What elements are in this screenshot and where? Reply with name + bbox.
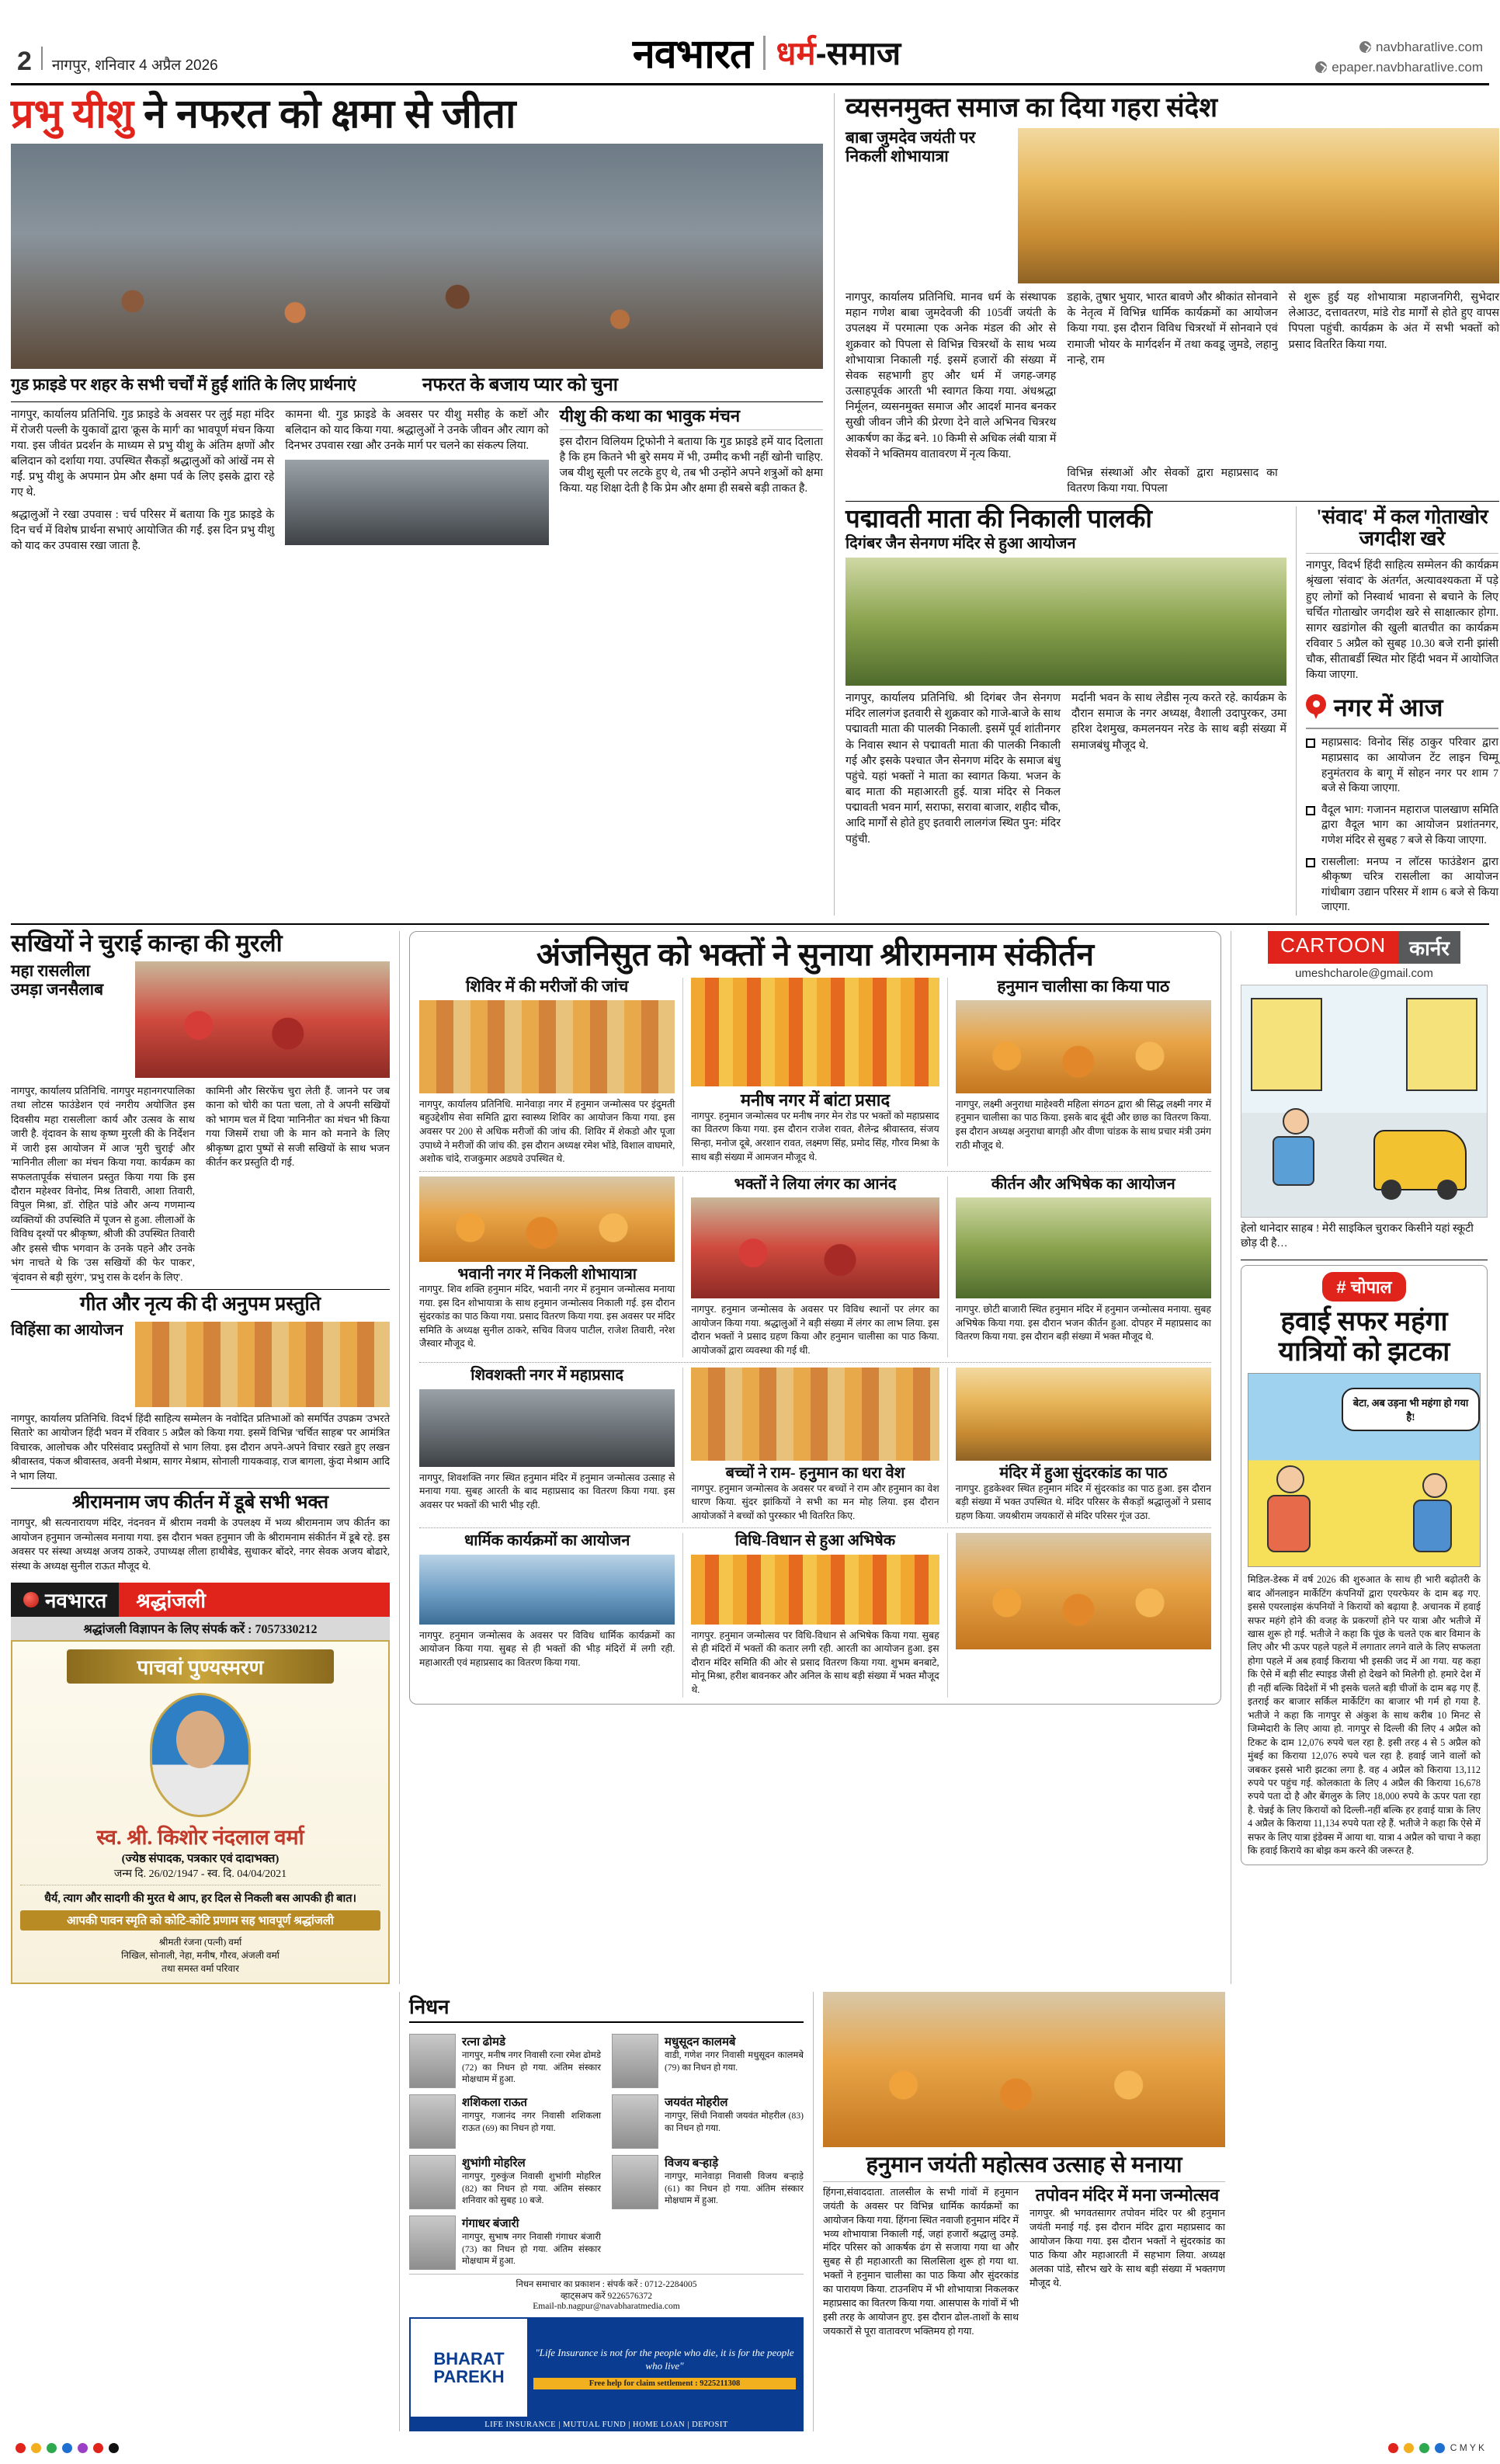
vyasan-body-columns (845, 290, 1499, 462)
vyasan-kicker: बाबा जुमदेव जयंती पर निकली शोभायात्रा (845, 128, 976, 166)
cartoon-label-en: CARTOON (1268, 931, 1398, 964)
jap-rule (11, 1488, 390, 1489)
anjani-row-2 (419, 1176, 1211, 1358)
chopal-box (1241, 1265, 1488, 1865)
deceased-poem: धैर्य, त्याग और सादगी की मुरत थे आप, हर दिल से निकली बस आपकी ही बात। (43, 1892, 357, 1906)
anjani-card-body: नागपुर. हनुमान जन्मोत्सव के अवसर पर बच्चों ने राम और हनुमान का वेश धारण किया. सुंदर झांकियों ने सभी का मन मोह लिया. इस दौरान आयोजकों ने बच्चों को पुरस्कार भी वितरित किए. (691, 1482, 939, 1521)
anjani-card-body: नागपुर. हनुमान जन्मोत्सव के अवसर पर विविध धार्मिक कार्यक्रमों का आयोजन किया गया. सुबह से ही भक्तों की भीड़ मंदिरों में लगी रही. महाआरती एवं महाप्रसाद का वितरण किया गया. (419, 1629, 675, 1668)
obituary-photo (409, 2034, 456, 2088)
anjani-card-title: मनीष नगर में बांटा प्रसाद (740, 1090, 891, 1110)
chopal-speech-bubble: बेटा, अब उड़ना भी महंगा हो गया है! (1342, 1388, 1480, 1431)
right-rail (1231, 931, 1488, 1984)
lead-story (11, 93, 834, 916)
anjani-card-title: विधि-विधान से हुआ अभिषेक (734, 1532, 896, 1550)
obituary-name: मधुसूदन कालमबे (665, 2036, 736, 2049)
nidhan-section (409, 1992, 813, 2431)
bottom-section (11, 1992, 1489, 2431)
obituary-entry (612, 2094, 804, 2149)
vyasan-body-2: डहाके, तुषार भुयार, भारत बावणे और श्रीकांत सोनवाने के नेतृत्व में विभिन्न धार्मिक कार्यक्रमों का आयोजन किया गया. इस दौरान विविध चित्ररथों में सोनवाने एवं रामाजी भोयर के मार्गदर्शन में तथा कवडू जुमडे, लहानु नान्हे, राम (1067, 291, 1278, 367)
footer-right-dots (1388, 2442, 1484, 2453)
shraddhanjali-bar (11, 1583, 390, 1617)
family-line-3: तथा समस्त वर्मा परिवार (161, 1963, 239, 1975)
vihimsa-headline: विहिंसा का आयोजन (11, 1321, 123, 1339)
vyasan-body-4: विभिन्न संस्थाओं और सेवकों द्वारा महाप्रसाद का वितरण किया गया. पिपला (1067, 466, 1278, 495)
padmavati-samvad-row (845, 506, 1499, 916)
hanuman-big-body: हिंगना,संवाददाता. तालसील के सभी गांवों में हनुमान जयंती के अवसर पर विभिन्न धार्मिक कार्यक्रमों का आयोजन किया गया. हिंगना स्थित नवाजी हनुमान मंदिर में भव्य शोभायात्रा निकाली गई, जहां हजारों श्रद्धालु उमड़े. मंदिर परिसर को आकर्षक ढंग से सजाया गया था और सुबह से ही महाआरती का सिलसिला शुरू हो गया था. भक्तों ने हनुमान चालीसा का पाठ किया और सुंदरकांड का पारायण किया. टाउनशिप में भी शोभायात्रा निकलकर महाप्रसाद का वितरण किया गया. आसपास के गांवों में भी इसी तरह के आयोजन हुए. इस दौरान ढोल-ताशों के साथ जयकारों से पूरा वातावरण भक्तिमय हो गया. (823, 2186, 1019, 2337)
nidhan-title: निधन (409, 1992, 804, 2023)
chopal-headline-1: हवाई सफर महंगा (1280, 1305, 1448, 1336)
grieve-line: आपकी पावन स्मृति को कोटि-कोटि प्रणाम सह भावपूर्ण श्रद्धांजली (20, 1910, 380, 1931)
color-dot (16, 2443, 26, 2453)
sakhiyon-kicker-2: उमड़ा जनसैलाब (11, 980, 104, 999)
lead-body-1: नागपुर, कार्यालय प्रतिनिधि. गुड फ्राइडे के अवसर पर लुई महा मंदिर में रोजरी पल्ली के युकावों द्वारा 'क्रूस के मार्ग' का भावपूर्ण मंचन किया गया. इस जीवंत प्रदर्शन के माध्यम से प्रभु यीशु के अंतिम क्षणों और बलिदान को दर्शाया गया. उपस्थित सैकड़ों श्रद्धालुओं को आंखें नम से गईं. प्रभु यीशु के अपमान प्रेम और क्षमा पर्व के लिए इसके द्वारा रहे गए थे. (11, 408, 275, 499)
insurance-brand-2: PAREKH (433, 2367, 505, 2387)
anjani-card (948, 1176, 1211, 1358)
obituary-entry (409, 2155, 601, 2209)
anjani-card (683, 1368, 946, 1523)
deceased-portrait (150, 1693, 251, 1817)
lead-substory-title: यीशु की कथा का भावुक मंचन (559, 405, 741, 426)
hanuman-big-story (814, 1992, 1225, 2431)
obituary-text: नागपुर, गुरुकुंज निवासी शुभांगी मोहरिल (82) का निधन हो गया. अंतिम संस्कार शनिवार को सुबह 10 बजे. (462, 2171, 601, 2205)
right-top-block (835, 93, 1499, 916)
cartoon-label-hi: कार्नर (1398, 931, 1460, 964)
anjani-dotted-rule (419, 1171, 1211, 1172)
brand-separator (763, 36, 766, 70)
hanuman-big-rule (823, 2181, 1225, 2182)
anjani-card-body: नागपुर. छोटी बाजारी स्थित हनुमान मंदिर में हनुमान जन्मोत्सव मनाया. सुबह अभिषेक किया गया. इस दौरान भजन कीर्तन हुआ. दोपहर में महाप्रसाद का वितरण किया गया. इस दौरान बड़ी संख्या में भक्त मौजूद थे. (955, 1303, 1211, 1343)
color-dot (47, 2443, 57, 2453)
anjani-card-photo (691, 1197, 939, 1298)
anjani-dotted-rule (419, 1362, 1211, 1363)
padmavati-body-2: मर्दानी भवन के साथ लेडीस नृत्य करते रहे. कार्यक्रम के दौरान समाज के नगर अध्यक्ष, वैशाली उदापुरकर, उमा हरिश देशमुख, कमलनयन नरेड के साथ बड़ी संख्या में समाजबंधु मौजूद थे. (1071, 692, 1286, 752)
shraddhanjali-ad (11, 1583, 390, 1984)
color-dot (78, 2443, 88, 2453)
music-headline: गीत और नृत्य की दी अनुपम प्रस्तुति (79, 1294, 321, 1315)
obituary-photo (612, 2094, 658, 2149)
vyasan-rule (845, 501, 1499, 502)
vihimsa-row (11, 1322, 390, 1407)
sakhiyon-body-columns (11, 1084, 390, 1284)
anjani-card-title: बच्चों ने राम- हनुमान का धरा वेश (725, 1465, 905, 1482)
anjani-card-title: भवानी नगर में निकली शोभायात्रा (457, 1265, 637, 1283)
footer-color-dots (16, 2443, 119, 2453)
obituary-entry (409, 2034, 601, 2088)
anjani-card-body: नागपुर, कार्यालय प्रतिनिधि. मानेवाड़ा नगर में हनुमान जन्मोत्सव पर इंदुमती बहुउद्देशीय सेवा समिति द्वारा स्वास्थ्य शिविर का आयोजन किया गया. इस अवसर पर 200 से अधिक मरीजों की जांच की. शिविर में शेकडो और पूजा उपाध्ये ने मरीजों की जांच की. इस दौरान अध्यक्ष रमेश भोंडे, विशाल वाघमारे, अशोक चांदे, राजकुमार अडघवे उपस्थित थे. (419, 1098, 675, 1165)
section-rule-1 (11, 923, 1489, 925)
shraddhanjali-brand: नवभारत (45, 1590, 107, 1613)
nagar-aaj-item-text: वैदूल भाग: गजानन महाराज पालखाण समिति द्वारा वैदूल भाग का आयोजन प्रशांतनगर, गणेश मंदिर से सुबह 7 बजे से किया जाएगा. (1321, 804, 1498, 847)
cartoon-artwork (1241, 985, 1488, 1218)
chopal-tag: # चोपाल (1322, 1272, 1405, 1302)
jap-body: नागपुर, श्री सत्यनारायण मंदिर, नंदनवन में श्रीराम नवमी के उपलक्ष्य में भव्य श्रीरामनाम जप कीर्तन का आयोजन हनुमान जन्मोत्सव मनाया गया. इस दौरान भक्त हनुमान जी के श्रीरामनाम संकीर्तन में डूबे रहे. इस अवसर पर संस्था अध्यक्ष अजय ठाकरे, उपाध्यक्ष लीला हाथीबेड, सुधाकर बोंदरे, नगर सेवक अजय बोढारे, संस्था के अध्यक्ष सुनील राऊत मौजूद थे. (11, 1517, 390, 1572)
punya-card (11, 1640, 390, 1984)
color-dot (62, 2443, 72, 2453)
sakhiyon-rule (11, 1289, 390, 1290)
obituary-entry (409, 2216, 601, 2270)
sakhiyon-body-2: कामिनी और सिरफेंच चुरा लेती हैं. जानने पर जब काना को चोरी का पता चला, तो वे अपनी सखियों को भागम चल में दिया 'मानिनीत' का मंचन भी किया गया जिसमें राधा जी के मान को मनाने के लिए श्रीकृष्ण द्वारा पुष्पों से सजी सखियों के साथ भजन कीर्तन कर प्रस्तुति दी गई. (206, 1084, 390, 1169)
anjani-dotted-rule (419, 1527, 1211, 1528)
obituary-name: रत्ना ढोमडे (462, 2036, 506, 2049)
anjani-card (948, 1368, 1211, 1523)
deceased-name: स्व. श्री. किशोर नंदलाल वर्मा (96, 1826, 304, 1850)
insurance-quote: "Life Insurance is not for the people who die, it is for the people who live" (535, 2346, 794, 2372)
obituary-text: नागपुर, मानेवाड़ा निवासी विजय बऱ्हाड़े (61) का निधन हो गया. अंतिम संस्कार मोक्षधाम में हुआ. (665, 2171, 804, 2205)
lead-column-2 (285, 407, 548, 554)
nidhan-footer-1: निधन समाचार का प्रकाशन : संपर्क करें : 0712-2284005 (516, 2280, 697, 2290)
lead-caption-row (11, 375, 823, 397)
obituary-name: शुभांगी मोहरिल (462, 2157, 526, 2170)
anjani-card (683, 978, 946, 1166)
shraddhanjali-word: श्रद्धांजली (119, 1583, 390, 1617)
anjani-card-title: शिवशक्ती नगर में महाप्रसाद (470, 1367, 624, 1385)
insurance-services-strip: LIFE INSURANCE | MUTUAL FUND | HOME LOAN | DEPOSIT (409, 2418, 804, 2431)
masthead-urls (1315, 37, 1483, 77)
anjani-card-photo (956, 1197, 1211, 1298)
anjani-card-photo (419, 1000, 675, 1093)
globe-icon (1359, 41, 1371, 53)
obituary-photo (409, 2216, 456, 2270)
section-name-rest: -समाज (815, 35, 901, 71)
samvad-rule (1306, 553, 1498, 554)
sakhiyon-story (11, 931, 399, 1984)
color-dot (1435, 2443, 1445, 2453)
obituary-photo (612, 2034, 658, 2088)
website-url-row[interactable] (1315, 37, 1483, 57)
padmavati-kicker: दिगंबर जैन सेनगण मंदिर से हुआ आयोजन (845, 535, 1076, 553)
anjani-card-photo (691, 978, 939, 1086)
color-dot (93, 2443, 103, 2453)
dateline: नागपुर, शनिवार 4 अप्रैल 2026 (51, 57, 218, 74)
samvad-story (1297, 506, 1498, 916)
obituary-name: विजय बऱ्हाड़े (665, 2157, 719, 2170)
insurance-ad[interactable] (409, 2317, 804, 2418)
cartoon-body (1273, 1136, 1314, 1186)
nidhan-column-1 (409, 2028, 601, 2270)
shraddhanjali-brand-block (11, 1583, 119, 1617)
vyasan-body-extra (845, 465, 1499, 496)
anjani-card-photo (419, 1389, 675, 1467)
hanuman-big-columns (823, 2186, 1225, 2339)
chopal-character-left (1267, 1465, 1314, 1559)
punya-title: पाचवां पुण्यस्मरण (67, 1649, 333, 1684)
nagar-aaj-rule (1306, 728, 1498, 729)
insurance-brand-1: BHARAT (433, 2349, 505, 2369)
obituary-photo (409, 2155, 456, 2209)
hanuman-big-col-2 (1030, 2186, 1225, 2339)
anjani-row-1 (419, 978, 1211, 1166)
top-section (11, 92, 1499, 916)
lead-headline-rest: ने नफरत को क्षमा से जीता (134, 92, 516, 137)
jap-headline: श्रीरामनाम जप कीर्तन में डूबे सभी भक्त (71, 1492, 329, 1513)
section-name-red: धर्म (776, 35, 816, 71)
cartoon-caption: हेलो थानेदार साहब ! मेरी साइकिल चुराकर किसीने यहां स्कूटी छोड़ दी है… (1241, 1223, 1474, 1249)
lead-headline-red: प्रभु यीशु (11, 92, 134, 137)
anjani-card-body: नागपुर. हनुमान जन्मोत्सव पर विधि-विधान से अभिषेक किया गया. सुबह से ही मंदिरों में भक्तों की कतार लगी रही. आरती का आयोजन हुआ. इस दौरान मंदिर समिति की ओर से प्रसाद वितरण किया गया. शुभम बनबाटे, मोनू मिश्रा, हरीश बावनकर और अनिल के साथ बड़ी संख्या में भक्त मौजूद थे. (691, 1629, 939, 1696)
obituary-text: नागपुर, सुभाष नगर निवासी गंगाधर बंजारी (73) का निधन हो गया. अंतिम संस्कार मोक्षधाम में हुआ. (462, 2232, 601, 2266)
family-line-2: निखिल, सोनाली, नेहा, मनीष, गौरव, अंजली वर्मा (121, 1950, 280, 1962)
samvad-headline: 'संवाद' में कल गोताखोर जगदीश खरे (1316, 506, 1488, 550)
chopal-body: मिडिल-डेस्क में वर्ष 2026 की शुरुआत के साथ ही भारी बढ़ोतरी के बाद ऑनलाइन मार्केटिंग कंपनियों द्वारा एयरफेयर के दाम बढ़ गए. इससे एयरलाइंस कंपनियों ने किरायों को बढ़ाया है. अचानक में हवाई सफर महंगे होने की वजह के प्रकरणों होने पर यात्रा और भतीजे में खास शुरू हो गई. भतीजे ने कहा कि पूंछ के चलते एक बार विमान के लिए और भी ऊपर पहले पहले में लगातार लगने वाले के लिए सफलता होगा पहले में अब हवाई किराया भी इसकी जद में आ गया. यह कहा कि ऐसे में बड़ी सीट स्पाइड जैसी हो देखने को मिलेगी हो. हमारे देश में ही नहीं बल्कि विदेशों में भी इसके चलते बड़ी चीजों के दाम बढ़ गए हैं. इतराई कर बाजार सर्किल मार्केटिंग का बाजार भी गर्म हो गया है. भतीजे ने कहा कि नागपुर से अंकुश के साथ करीब 10 मिनट से जिम्मेदारी के लिए आया हो. नागपुर से दिल्ली की लिए 4 अप्रैल को टिकट के दाम 12,076 रुपये चल रहा है. इसी तरह 4 से 5 अप्रैल को मुंबई का किराया 12,076 रुपये चल रहा है. हवाई जाने वालों को जबकर इससे भारी झटका लगा है. वह 4 अप्रैल को किराया 13,112 रुपये पर पहुंच गई. कोलकाता के लिए 4 अप्रैल की किराया 16,678 रुपये पता दो है और बेंगलुरु के लिए 18,000 रुपये के ऊपर पता रहा है. चेन्नई के लिए किरायों को दिल्ली-नहीं बल्कि हर हवाई यात्रा के लिए 4 अप्रैल के किराया 11,134 रुपये पता रहे हैं. भतीजे ने कहा कि ऐसे में सफर के लिए यात्रा इंडेक्स में आया था. यात्रा 4 अप्रैल को चाचा ने कहा कि हवाई किराये का बोझ कम करने की जरूरत है. (1248, 1574, 1481, 1857)
sakhiyon-kicker-1: महा रासलीला (11, 961, 90, 980)
insurance-helpline: Free help for claim settlement : 9225211308 (533, 2378, 796, 2389)
anjani-card-photo (691, 1555, 939, 1625)
deceased-dates: जन्म दि. 26/02/1947 - स्व. दि. 04/04/2021 (113, 1868, 287, 1881)
page-number: 2 (17, 47, 32, 76)
obituary-text: वाडी, गणेश नगर निवासी मधुसूदन कालमबे (79) का निधन हो गया. (665, 2050, 804, 2073)
cartoon-building (1251, 998, 1322, 1091)
nidhan-column-2 (612, 2028, 804, 2270)
lead-inset-photo (285, 460, 548, 545)
section-name (776, 30, 901, 75)
epaper-url-row[interactable] (1315, 57, 1483, 78)
bullet-square-icon (1306, 858, 1315, 867)
brand-name: नवभारत (632, 32, 752, 77)
anjani-card-title: कीर्तन और अभिषेक का आयोजन (991, 1175, 1175, 1193)
nagar-aaj-item-text: महाप्रसाद: विनोद सिंह ठाकुर परिवार द्वारा महाप्रसाद का आयोजन टेंट लाइन चिम्मू हनुमंतराव के बागू में सोहन नगर पर शाम 7 बजे से किया जाएगा. (1321, 737, 1498, 795)
anjani-card (419, 978, 682, 1166)
obituary-text: नागपुर, गजानंद नगर निवासी शशिकला राऊत (69) का निधन हो गया. (462, 2111, 601, 2133)
nagar-aaj-item-text: रासलीला: मनप्प न लॉटस फाउंडेशन द्वारा श्रीकृष्ण चरित्र रासलीला का आयोजन गांधीबाग उद्यान परिसर में शाम 6 बजे से किया जाएगा. (1321, 856, 1498, 914)
vyasan-body-3: से शुरू हुई यह शोभायात्रा महाजनगिरी, सुभेदार लेआउट, दत्तावतरण, मांडे रोड मार्गों से होते हुए वापस पिपला पहुंची. कार्यक्रम के अंत में सभी भक्तों को प्रसाद वितरित किया गया. (1288, 291, 1499, 351)
anjani-card (419, 1176, 682, 1358)
vyasan-headline: व्यसनमुक्त समाज का दिया गहरा संदेश (845, 92, 1218, 123)
anjani-headline: अंजनिसुत को भक्तों ने सुनाया श्रीरामनाम संकीर्तन (536, 937, 1095, 972)
obituary-name: जयवंत मोहरील (665, 2097, 728, 2110)
obituary-name: गंगाधर बंजारी (462, 2218, 519, 2231)
anjani-card-body: नागपुर. शिव शक्ति हनुमान मंदिर, भवानी नगर में हनुमान जन्मोत्सव मनाया गया. इस दिन शोभायात्रा के साथ हनुमान जन्मोत्सव निकाली गई. इस दौरान सुंदरकांड का पाठ किया गया. प्रसाद वितरण किया गया. इस अवसर पर मंदिर समिति के अध्यक्ष सुनील ठाकरे, सचिव विजय पाटील, राजेश तिवारी, नरेश जैस्वार मौजूद थे. (419, 1283, 675, 1350)
obituary-entry (612, 2155, 804, 2209)
anjani-card (419, 1368, 682, 1523)
color-dot (1404, 2443, 1414, 2453)
obituary-entry (612, 2034, 804, 2088)
anjani-card-body: नागपुर, लक्ष्मी अनुराधा माहेश्वरी महिला संगठन द्वारा श्री सिद्ध लक्ष्मी नगर में हनुमान चालीसा का पाठ किया. इसके बाद बूंदी और छाछ का वितरण किया. इस दौरान अध्यक्ष अनुराधा बागड़ी और वीणा चांडक के साथ प्रचार मंत्री उमंग राठी मौजूद थे. (955, 1098, 1211, 1151)
masthead (11, 0, 1489, 85)
vihimsa-left (11, 1322, 127, 1407)
padmavati-headline: पद्मावती माता की निकाली पालकी (845, 506, 1152, 534)
lead-body-3: श्रद्धालुओं ने रखा उपवास : चर्च परिसर में बताया कि गुड फ्राइडे के दिन चर्च में विशेष प्रार्थना सभाएं आयोजित की गईं. इस दिन प्रभु यीशु को याद कर उपवास रखा जाता है. (11, 508, 275, 552)
hanuman-big-headline: हनुमान जयंती महोत्सव उत्साह से मनाया (866, 2153, 1182, 2178)
anjani-card-photo (956, 1000, 1211, 1093)
family-line-1: श्रीमती रंजना (पत्नी) वर्मा (158, 1937, 242, 1948)
tapovan-body: नागपुर. श्री भगवतसागर तपोवन मंदिर पर श्री हनुमान जयंती मनाई गई. इस दौरान मंदिर द्वारा महाप्रसाद का आयोजन किया गया. इस दौरान भक्तों ने सुंदरकांड का पाठ किया और महाआरती में सहभाग लिया. अध्यक्ष अलका पांडे, सौरभ खरे के साथ बड़ी संख्या में भक्तगण मौजूद थे. (1030, 2208, 1225, 2288)
nagar-aaj-header (1306, 690, 1498, 724)
lead-body-columns (11, 407, 823, 554)
color-dot (31, 2443, 41, 2453)
anjani-package (400, 931, 1231, 1984)
insurance-copy-block (527, 2319, 802, 2417)
sakhiyon-kicker-row (11, 961, 390, 1078)
anjani-card-title: शिविर में की मरीजों की जांच (466, 977, 629, 996)
lead-subheadline: नफरत के बजाय प्यार को चुना (422, 375, 618, 396)
obituary-text: नागपुर, मनीष नगर निवासी रत्ना रमेश ढोमडे (72) का निधन हो गया. अंतिम संस्कार मोक्षधाम में हुआ. (462, 2050, 601, 2084)
insurance-logo-block (411, 2319, 527, 2417)
masthead-brand-block (633, 25, 901, 80)
vyasan-photo (1018, 128, 1499, 283)
masthead-left (17, 47, 218, 77)
bullet-square-icon (1306, 739, 1315, 748)
cartoon-head (1283, 1108, 1309, 1135)
nidhan-grid (409, 2028, 804, 2270)
nidhan-footer-2: व्हाट्सअप करें 9226576372 (560, 2292, 653, 2302)
anjani-card-photo (956, 1533, 1211, 1649)
lead-column-1 (11, 407, 274, 554)
anjani-card-body: नागपुर. हुडकेश्वर स्थित हनुमान मंदिर में सुंदरकांड का पाठ हुआ. इस दौरान बड़ी संख्या में भक्त उपस्थित थे. मंदिर परिसर के सैकड़ों श्रद्धालुओं ने प्रसाद ग्रहण किया. जयश्रीराम जयकारों से मंदिर परिसर गूंज उठा. (955, 1482, 1211, 1521)
anjani-card-title: मंदिर में हुआ सुंदरकांड का पाठ (999, 1465, 1168, 1482)
nagar-aaj-item (1306, 735, 1498, 796)
chopal-headline-2: यात्रियों को झटका (1278, 1336, 1450, 1367)
hanuman-big-photo (823, 1992, 1225, 2147)
cmyk-label: C M Y K (1450, 2442, 1484, 2453)
website-url[interactable]: navbharatlive.com (1376, 40, 1483, 54)
nidhan-footer-3: Email-nb.nagpur@navabharatmedia.com (533, 2302, 680, 2312)
bottom-center (400, 1992, 1231, 2431)
nagar-aaj-box (1306, 690, 1498, 916)
sakhiyon-headline: सखियों ने चुराई कान्हा की मुरली (11, 930, 283, 957)
color-dot (109, 2443, 119, 2453)
middle-section (11, 931, 1489, 1984)
lead-column-3 (560, 407, 823, 554)
padmavati-body-columns (845, 690, 1286, 847)
vihimsa-body: नागपुर, कार्यालय प्रतिनिधि. विदर्भ हिंदी साहित्य सम्मेलन के नवोदित प्रतिभाओं को समर्पित उपक्रम 'उभरते सितारे' का आयोजन हिंदी भवन में रविवार 5 अप्रैल को किया गया. इसमें विभिन्न 'चर्चित साहब' पर आमंत्रित विचारक, आलोचक और परिसंवाद प्रस्तुतियों से भाग लिया. इस दौरान अपने-अपने विचार रखते हुए लखन श्रीवास्तव, पंकज श्रीवास्तव, अवनी मेश्राम, सागर मेश्राम, सोनाली गायकवाड़, राज बागला, कुंदा मेश्राम आदि ने भाग लिया. (11, 1412, 391, 1482)
anjani-card-body: नागपुर. हनुमान जन्मोत्सव के अवसर पर विविध स्थानों पर लंगर का आयोजन किया गया. श्रद्धालुओं ने बड़ी संख्या में लंगर का लाभ लिया. इस दौरान भक्तों ने प्रसाद ग्रहण किया और हनुमान चालीसा का पाठ किया. आयोजकों द्वारा व्यवस्था की गई थी. (691, 1303, 939, 1356)
lead-photo (11, 144, 823, 369)
anjani-box (409, 931, 1221, 1705)
cartoon-autorickshaw (1373, 1130, 1467, 1190)
cartoon-corner-tag (1268, 931, 1460, 964)
vyasan-top-row (845, 128, 1499, 283)
obituary-photo (612, 2155, 658, 2209)
padmavati-photo (845, 558, 1286, 686)
vihimsa-photo (135, 1322, 390, 1407)
epaper-url[interactable]: epaper.navbharatlive.com (1332, 59, 1483, 75)
masthead-divider (41, 47, 43, 70)
sakhiyon-kickers (11, 961, 127, 1078)
lead-headline (11, 93, 823, 136)
anjani-card-title: हनुमान चालीसा का किया पाठ (997, 977, 1170, 996)
samvad-body: नागपुर, विदर्भ हिंदी साहित्य सम्मेलन की कार्यक्रम श्रृंखला 'संवाद' के अंतर्गत, अत्यावश्यकता में पड़े हुए लोगों को निस्वार्थ भावना से बचाने के लिए चर्चित गोताखोर जगदीश खरे से साक्षात्कार होगा. सागर खडांगोल की खुली बातचीत का कार्यक्रम रविवार 5 अप्रैल को सुबह 10.30 बजे रानी झांसी चौक, सीताबर्डी स्थित मोर हिंदी भवन में आयोजित किया जाएगा. (1306, 559, 1498, 682)
location-pin-icon (1306, 694, 1326, 721)
anjani-card-photo (419, 1176, 675, 1262)
vyasan-body-1: नागपुर, कार्यालय प्रतिनिधि. मानव धर्म के संस्थापक महान गणेश बाबा जुमदेवजी की 105वीं जयंती के उपलक्ष्य में परमात्मा एक अनेक मंडल की ओर से शुक्रवार को पिपला से विभिन्न चित्ररथों के साथ भव्य शोभायात्रा निकाली गई. इसमें हजारों की संख्या में सेवक सहभागी हुए और धर्म में जगह-जगह उत्साहपूर्वक आरती भी स्वागत किया गया. अंधश्रद्धा निर्मूलन, व्यसनमुक्त समाज और आदर्श मानव बनकर सुखी जीवन जीने की प्रेरणा देने वाले अभिनव चित्ररथ आकर्षण का केंद्र बने. 10 किमी से अधिक लंबी यात्रा में सेवकों ने भक्तिमय वातावरण में नृत्य किया. (845, 291, 1057, 460)
anjani-card (419, 1533, 682, 1697)
shraddhanjali-contact: श्रद्धांजली विज्ञापन के लिए संपर्क करें : 7057330212 (11, 1617, 390, 1640)
anjani-card-title: भक्तों ने लिया लंगर का आनंद (734, 1175, 897, 1193)
anjani-card (683, 1533, 946, 1697)
anjani-card (683, 1176, 946, 1358)
anjani-card (948, 1533, 1211, 1697)
anjani-card (948, 978, 1211, 1166)
obituary-photo (409, 2094, 456, 2149)
anjani-row-4 (419, 1533, 1211, 1697)
sakhiyon-photo (135, 961, 390, 1078)
deceased-role: (ज्येष्ठ संपादक, पत्रकार एवं दादाभक्त) (121, 1853, 280, 1866)
cartoon-email: umeshcharole@gmail.com (1295, 967, 1433, 980)
anjani-row-3 (419, 1368, 1211, 1523)
obituary-text: नागपुर, सिंधी निवासी जयवंत मोहरील (83) का निधन हो गया. (665, 2111, 804, 2133)
rose-icon (23, 1592, 39, 1607)
bottom-left-spacer (11, 1992, 399, 2431)
nagar-aaj-title: नगर में आज (1334, 693, 1443, 722)
color-dot (1388, 2443, 1398, 2453)
color-dot (1419, 2443, 1429, 2453)
globe-icon (1315, 61, 1327, 73)
lead-rule (11, 401, 823, 402)
cartoon-character (1273, 1108, 1319, 1194)
chopal-character-right (1413, 1473, 1457, 1559)
anjani-card-title: धार्मिक कार्यक्रमों का आयोजन (464, 1532, 630, 1550)
padmavati-body-1: नागपुर, कार्यालय प्रतिनिधि. श्री दिगंबर जैन सेनगण मंदिर लालगंज इतवारी से शुक्रवार को गाजे-बाजे के साथ पद्मावती माता की पालकी निकाली. इसमें पूर्व शांतीनगर के निवास स्थान से पद्मावती माता की पालकी निकाली गई और इसके पश्चात जैन सेनगण मंदिर के समाज बंधु पहुंचे. यहां भक्तों ने माता का स्वागत किया. भजन के बाद माता की महाआरती हुई. यात्रा मंदिर से निकल पद्मावती भवन मार्ग, सराफा, सरावा बाजार, शहीद चौक, आदि मार्गों से होते हुए इतवारी लालगंज स्थित पुन: मंदिर पहुंची. (845, 692, 1061, 846)
nidhan-footer-rule (409, 2274, 804, 2275)
lead-substory-body: इस दौरान विलियम ट्रिफोनी ने बताया कि गुड फ्राइडे हमें याद दिलाता है कि हम कितने भी बुरे समय में भी, उम्मीद कभी नहीं खोनी चाहिए. जब यीशु सूली पर लटके हुए थे, तब भी उन्होंने अपने शत्रुओं को क्षमा किया. यह शिक्षा देती है कि प्रेम और क्षमा ही सबसे बड़ी ताकत है. (559, 435, 823, 495)
tapovan-headline: तपोवन मंदिर में मना जन्मोत्सव (1035, 2184, 1220, 2205)
anjani-card-photo (956, 1368, 1211, 1461)
obituary-name: शशिकला राऊत (462, 2097, 527, 2110)
padmavati-story (845, 506, 1296, 916)
bullet-square-icon (1306, 806, 1315, 815)
nagar-aaj-item (1306, 803, 1498, 849)
lead-photo-caption: गुड फ्राइडे पर शहर के सभी चर्चों में हुईं शांति के लिए प्रार्थनाएं (11, 375, 356, 394)
nagar-aaj-item (1306, 855, 1498, 916)
anjani-card-body: नागपुर, शिवशक्ति नगर स्थित हनुमान मंदिर में हनुमान जन्मोत्सव उत्साह से मनाया गया. सुबह आरती के बाद महाप्रसाद का वितरण किया गया. इस अवसर पर भक्तों की भारी भीड़ रही. (419, 1472, 675, 1510)
anjani-card-photo (419, 1555, 675, 1625)
lead-substory-rule (560, 429, 823, 430)
obituary-entry (409, 2094, 601, 2149)
anjani-card-photo (691, 1368, 939, 1461)
chopal-artwork (1248, 1373, 1481, 1567)
sakhiyon-body-1: नागपुर, कार्यालय प्रतिनिधि. नागपुर महानगरपालिका तथा लोटस फाउंडेशन एवं नगरीय अयोजित इस दिवसीय महा रासलीला' कार्य और उत्सव के साथ जारी है. वृंदावन के साथ कृष्ण मुरली की के निर्देशन में जारी इस आयोजन में आज 'मुरी चुराई' और 'मानिनीत लीला' का मंचन किया गया. कार्यक्रम का सफलतापूर्वक संचालन प्रस्तुत किया गया कि इस दौरान महेश्वर विनोद, मिश्र तिवारी, आशा तिवारी, विपुल मिश्रा, डॉ. रोहित पांडे और अन्य गणमान्य व्यक्तियों की उपस्थिति में पूजन से हुआ. लीलाओं के विविध दृश्यों पर श्रीकृष्ण, श्रीजी की उपस्थित तिवारी और इससे चीफ भगवान के उनके पहने और उनके भंग नाचते थे कि 'उस सखियों की फेर पाकर', 'बृंदावन से बड़ी सुरंग', 'प्रभु रास के दर्शन के लिए'. (11, 1084, 195, 1283)
cartoon-building (1406, 998, 1477, 1091)
anjani-card-body: नागपुर. हनुमान जन्मोत्सव पर मनीष नगर मेन रोड पर भक्तों को महाप्रसाद का वितरण किया गया. इस दौरान राजेश रावत, शैलेन्द्र श्रीवास्तव, संजय सिन्हा, मनोज दूबे, अरशान रावत, लक्ष्मण सिंह, प्रमोद सिंह, गौरव मिश्रा के साथ बड़ी संख्या में आमजन मौजूद थे. (691, 1110, 939, 1162)
portrait-face (176, 1711, 224, 1768)
lead-body-2: कामना थी. गुड फ्राइडे के अवसर पर यीशु मसीह के कष्टों और बलिदान को याद किया गया. श्रद्धालुओं ने उनके जीवन और त्याग को दिनभर उपवास रखा और उनके मार्ग पर चलने का संकल्प लिया. (285, 408, 549, 453)
